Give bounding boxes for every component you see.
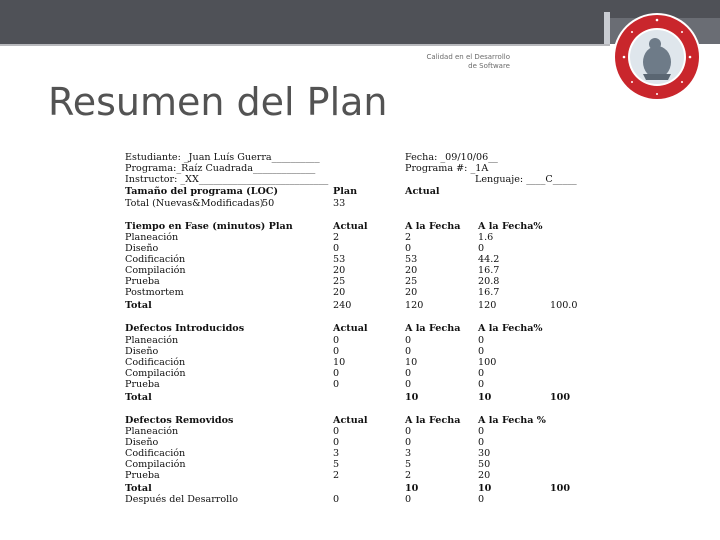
subtitle-line-1: Calidad en el Desarrollo [426, 53, 510, 61]
program-name: Programa:_Raíz Cuadrada_____________ [125, 163, 316, 174]
injected-row-actual: 0 [333, 346, 340, 357]
time-row-label: Diseño [125, 243, 159, 254]
removed-row-to-date: 0 [405, 426, 412, 437]
banner-mark [604, 12, 610, 46]
removed-row-pct: 50 [478, 459, 491, 470]
removed-row-pct: 20 [478, 470, 491, 481]
banner-underline [0, 44, 610, 46]
time-total-pct: 120 [478, 300, 497, 311]
removed-after-dev-label: Después del Desarrollo [125, 494, 239, 505]
time-row-pct: 44.2 [478, 254, 500, 265]
injected-row-to-date: 0 [405, 368, 412, 379]
removed-row-actual: 5 [333, 459, 340, 470]
removed-row-actual: 0 [333, 437, 340, 448]
removed-after-dev-to-date: 0 [405, 494, 412, 505]
removed-row-label: Compilación [125, 459, 186, 470]
injected-row-actual: 0 [333, 335, 340, 346]
injected-row-label: Prueba [125, 379, 160, 390]
removed-row-actual: 0 [333, 426, 340, 437]
removed-row-actual: 3 [333, 448, 340, 459]
injected-row-pct: 0 [478, 368, 485, 379]
removed-row-pct: 0 [478, 437, 485, 448]
injected-col-to-date-pct: A la Fecha% [478, 323, 543, 334]
removed-row-to-date: 5 [405, 459, 412, 470]
time-row-to-date: 25 [405, 276, 418, 287]
time-row-to-date: 20 [405, 265, 418, 276]
injected-row-label: Diseño [125, 346, 159, 357]
injected-row-actual: 0 [333, 368, 340, 379]
removed-total-percent-sum: 100 [550, 483, 571, 494]
removed-row-label: Codificación [125, 448, 186, 459]
injected-total-percent-sum: 100 [550, 392, 571, 403]
subtitle-line-2: de Software [468, 62, 510, 70]
time-row-label: Planeación [125, 232, 179, 243]
removed-row-to-date: 3 [405, 448, 412, 459]
time-total-percent-sum: 100.0 [550, 300, 578, 311]
student-name: Estudiante: _Juan Luís Guerra__________ [125, 152, 320, 163]
removed-col-to-date: A la Fecha [405, 415, 461, 426]
time-row-to-date: 53 [405, 254, 418, 265]
time-row-label: Prueba [125, 276, 160, 287]
injected-total-label: Total [125, 392, 152, 403]
time-total-label: Total [125, 300, 152, 311]
time-row-actual: 2 [333, 232, 340, 243]
size-col-actual: Actual [405, 186, 440, 197]
removed-row-pct: 0 [478, 426, 485, 437]
injected-row-pct: 0 [478, 379, 485, 390]
size-row-value: 50 [262, 198, 275, 209]
language-field: Lenguaje: ____C_____ [475, 174, 577, 185]
instructor-name: Instructor: _XX___________________________ [125, 174, 329, 185]
injected-row-to-date: 0 [405, 335, 412, 346]
time-row-actual: 53 [333, 254, 346, 265]
time-row-to-date: 0 [405, 243, 412, 254]
size-col-plan: Plan [333, 186, 358, 197]
injected-row-actual: 0 [333, 379, 340, 390]
removed-row-to-date: 0 [405, 437, 412, 448]
course-subtitle [427, 53, 510, 71]
injected-row-pct: 0 [478, 335, 485, 346]
removed-row-label: Diseño [125, 437, 159, 448]
time-total-actual: 240 [333, 300, 352, 311]
injected-row-label: Compilación [125, 368, 186, 379]
time-row-pct: 16.7 [478, 287, 500, 298]
removed-row-actual: 2 [333, 470, 340, 481]
time-row-label: Postmortem [125, 287, 184, 298]
injected-row-to-date: 10 [405, 357, 418, 368]
size-plan-value: 33 [333, 198, 346, 209]
time-heading: Tiempo en Fase (minutos) Plan [125, 221, 293, 232]
time-total-to-date: 120 [405, 300, 424, 311]
removed-after-dev-pct: 0 [478, 494, 485, 505]
time-row-to-date: 20 [405, 287, 418, 298]
removed-total-to-date: 10 [405, 483, 419, 494]
injected-col-actual: Actual [333, 323, 368, 334]
time-row-actual: 20 [333, 287, 346, 298]
time-row-actual: 20 [333, 265, 346, 276]
removed-after-dev-actual: 0 [333, 494, 340, 505]
time-row-pct: 1.6 [478, 232, 494, 243]
injected-row-label: Codificación [125, 357, 186, 368]
injected-row-pct: 100 [478, 357, 497, 368]
removed-total-label: Total [125, 483, 152, 494]
time-col-to-date: A la Fecha [405, 221, 461, 232]
date-field: Fecha: _09/10/06__ [405, 152, 498, 163]
removed-col-actual: Actual [333, 415, 368, 426]
university-seal-logo [612, 12, 702, 102]
time-row-to-date: 2 [405, 232, 412, 243]
time-row-label: Compilación [125, 265, 186, 276]
injected-row-actual: 10 [333, 357, 346, 368]
injected-row-pct: 0 [478, 346, 485, 357]
removed-row-to-date: 2 [405, 470, 412, 481]
program-number: Programa #: _1A [405, 163, 489, 174]
size-row-label: Total (Nuevas&Modificadas) [125, 198, 264, 209]
injected-row-label: Planeación [125, 335, 179, 346]
time-row-actual: 0 [333, 243, 340, 254]
page-title: Resumen del Plan [48, 80, 388, 124]
removed-row-pct: 30 [478, 448, 491, 459]
injected-col-to-date: A la Fecha [405, 323, 461, 334]
injected-total-pct: 10 [478, 392, 492, 403]
removed-row-label: Planeación [125, 426, 179, 437]
time-row-pct: 20.8 [478, 276, 500, 287]
time-row-label: Codificación [125, 254, 186, 265]
time-row-pct: 16.7 [478, 265, 500, 276]
injected-row-to-date: 0 [405, 346, 412, 357]
time-row-actual: 25 [333, 276, 346, 287]
time-col-to-date-pct: A la Fecha% [478, 221, 543, 232]
removed-heading: Defectos Removidos [125, 415, 234, 426]
injected-row-to-date: 0 [405, 379, 412, 390]
time-col-actual: Actual [333, 221, 368, 232]
removed-total-pct: 10 [478, 483, 492, 494]
time-row-pct: 0 [478, 243, 485, 254]
injected-heading: Defectos Introducidos [125, 323, 245, 334]
removed-row-label: Prueba [125, 470, 160, 481]
removed-col-to-date-pct: A la Fecha % [478, 415, 546, 426]
size-heading: Tamaño del programa (LOC) [125, 186, 278, 197]
injected-total-to-date: 10 [405, 392, 419, 403]
